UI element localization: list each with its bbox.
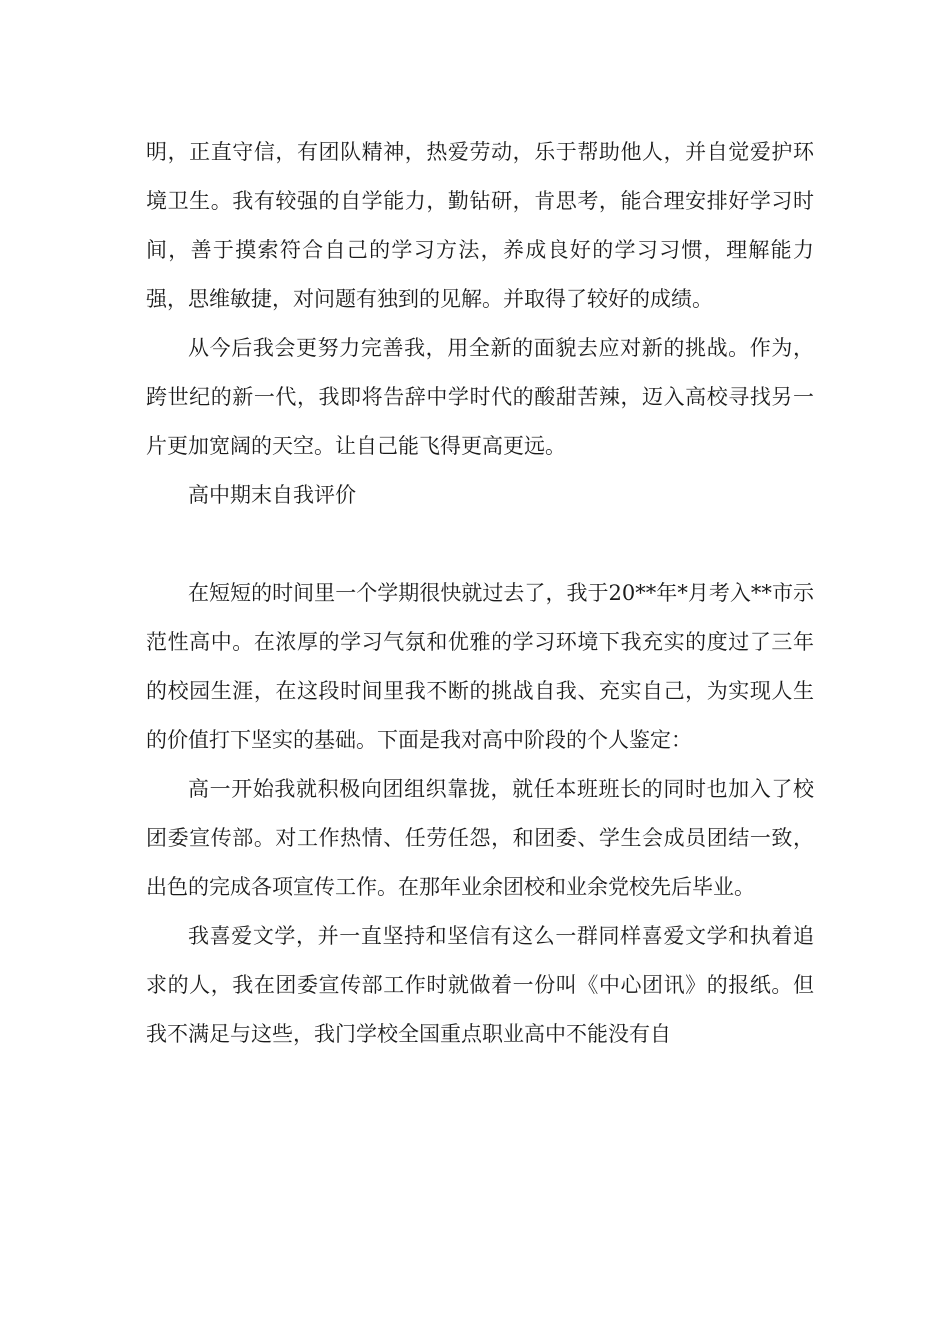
- paragraph-grade-one: 高一开始我就积极向团组织靠拢，就任本班班长的同时也加入了校团委宣传部。对工作热情、任劳任怨，和团委、学生会成员团结一致，出色的完成各项宣传工作。在那年业余团校和业余党校先后毕业。: [146, 777, 814, 899]
- paragraph-continuation: 明，正直守信，有团队精神，热爱劳动，乐于帮助他人，并自觉爱护环境卫生。我有较强的自学能力，勤钻研，肯思考，能合理安排好学习时间，善于摸索符合自己的学习方法，养成良好的学习习惯，理解能力强，思维敏捷，对问题有独到的见解。并取得了较好的成绩。: [146, 140, 814, 311]
- paragraph-intro: 在短短的时间里一个学期很快就过去了，我于20**年*月考入**市示范性高中。在浓厚的学习气氛和优雅的学习环境下我充实的度过了三年的校园生涯，在这段时间里我不断的挑战自我、充实自己，为实现人生的价值打下坚实的基础。下面是我对高中阶段的个人鉴定：: [146, 581, 814, 752]
- document-body: [146, 128, 814, 1059]
- paragraph-literature: 我喜爱文学，并一直坚持和坚信有这么一群同样喜爱文学和执着追求的人，我在团委宣传部工作时就做着一份叫《中心团讯》的报纸。但我不满足与这些，我门学校全国重点职业高中不能没有自: [146, 924, 814, 1046]
- blank-line: [146, 520, 814, 569]
- section-heading: 高中期末自我评价: [188, 483, 356, 507]
- paragraph-future: 从今后我会更努力完善我，用全新的面貌去应对新的挑战。作为，跨世纪的新一代，我即将告辞中学时代的酸甜苦辣，迈入高校寻找另一片更加宽阔的天空。让自己能飞得更高更远。: [146, 336, 814, 458]
